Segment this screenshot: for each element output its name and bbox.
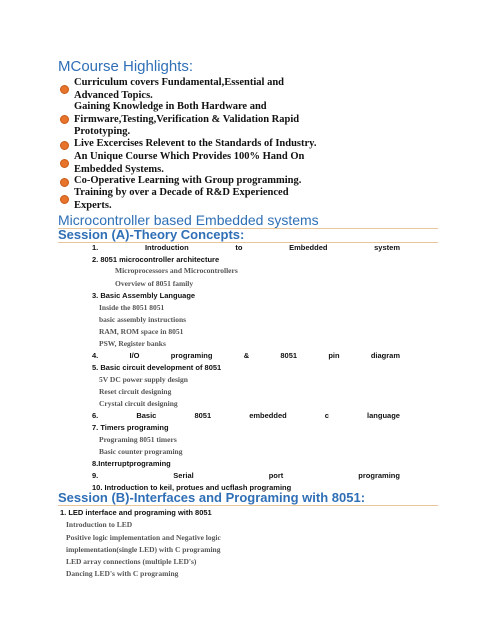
topic-word: 6. bbox=[92, 411, 99, 420]
topic-sub: Programing 8051 timers bbox=[99, 435, 177, 444]
topic-8: 8.Interruptprograming bbox=[92, 459, 171, 468]
topic-word: programing bbox=[358, 471, 400, 480]
topic-sub: RAM, ROM space in 8051 bbox=[99, 327, 184, 336]
topic-word: Serial bbox=[173, 471, 194, 480]
arrow-bullet-icon bbox=[60, 178, 69, 187]
topic-word: 9. bbox=[92, 471, 99, 480]
topic-sub: basic assembly instructions bbox=[99, 315, 187, 324]
topic-10: 10. Introduction to keil, protues and ucflash programing bbox=[92, 483, 292, 492]
session-b-title: Session (B)-Interfaces and Programing with 8051: bbox=[58, 490, 366, 505]
topic-sub: Microprocessors and Microcontrollers bbox=[115, 266, 238, 275]
session-b-topic-1: 1. LED interface and programing with 8051 bbox=[60, 508, 212, 517]
topic-6 bbox=[92, 411, 400, 421]
topic-sub: Overview of 8051 family bbox=[115, 279, 194, 288]
topic-sub: Reset circuit designing bbox=[99, 387, 172, 396]
topic-5: 5. Basic circuit development of 8051 bbox=[92, 363, 222, 372]
highlight-text: Gaining Knowledge in Both Hardware and Firmware,Testing,Verification & Validation Rapid Prototyping. bbox=[74, 101, 300, 137]
topic-word: 8051 bbox=[280, 351, 298, 360]
highlight-item bbox=[60, 151, 315, 177]
topic-word: to bbox=[235, 243, 243, 252]
topic-word: port bbox=[268, 471, 284, 480]
topic-word: Basic bbox=[136, 411, 157, 420]
topic-sub: PSW, Register banks bbox=[99, 339, 166, 348]
topic-sub: LED array connections (multiple LED's) bbox=[66, 557, 197, 566]
topic-word: diagram bbox=[370, 351, 400, 360]
topic-sub: 5V DC power supply design bbox=[99, 375, 188, 384]
highlight-item bbox=[60, 77, 315, 103]
topic-word: programing bbox=[170, 351, 213, 360]
topic-3: 3. Basic Assembly Language bbox=[92, 291, 196, 300]
topic-word: I/O bbox=[129, 351, 140, 360]
arrow-bullet-icon bbox=[60, 195, 69, 204]
topic-word: 1. bbox=[92, 243, 99, 252]
highlight-item bbox=[60, 138, 315, 152]
session-a-title: Session (A)-Theory Concepts: bbox=[58, 227, 245, 242]
highlight-item bbox=[60, 187, 315, 213]
course-highlights-title: MCourse Highlights: bbox=[58, 58, 194, 75]
topic-word: system bbox=[374, 243, 400, 252]
arrow-bullet-icon bbox=[60, 115, 69, 124]
arrow-bullet-icon bbox=[60, 159, 69, 168]
topic-word: c bbox=[324, 411, 329, 420]
arrow-bullet-icon bbox=[60, 85, 69, 94]
topic-sub: Crystal circuit designing bbox=[99, 399, 178, 408]
highlight-text: Curriculum covers Fundamental,Essential and Advanced Topics. bbox=[74, 77, 285, 101]
topic-word: Embedded bbox=[289, 243, 328, 252]
topic-2: 2. 8051 microcontroller architecture bbox=[92, 255, 220, 264]
main-title: Microcontroller based Embedded systems bbox=[58, 212, 319, 228]
topic-sub: implementation(single LED) with C programing bbox=[66, 545, 221, 554]
topic-sub: Introduction to LED bbox=[66, 520, 133, 529]
topic-1 bbox=[92, 243, 400, 253]
topic-word: 4. bbox=[92, 351, 99, 360]
session-b-underline bbox=[58, 505, 438, 506]
highlight-text: Co-Operative Learning with Group programming. bbox=[74, 175, 302, 186]
topic-sub: Positive logic implementation and Negative logic bbox=[66, 533, 221, 542]
topic-word: embedded bbox=[249, 411, 287, 420]
topic-word: pin bbox=[328, 351, 340, 360]
arrow-bullet-icon bbox=[60, 141, 69, 150]
highlight-text: Training by over a Decade of R&D Experienced Experts. bbox=[74, 187, 289, 211]
highlight-item bbox=[60, 101, 315, 139]
topic-sub: Basic counter programing bbox=[99, 447, 183, 456]
topic-7: 7. Timers programing bbox=[92, 423, 169, 432]
topic-4 bbox=[92, 351, 400, 361]
topic-word: 8051 bbox=[194, 411, 212, 420]
highlight-text: An Unique Course Which Provides 100% Hand On Embedded Systems. bbox=[74, 151, 305, 175]
topic-word: & bbox=[243, 351, 250, 360]
topic-sub: Dancing LED's with C programing bbox=[66, 569, 179, 578]
topic-sub: Inside the 8051 8051 bbox=[99, 303, 165, 312]
topic-9 bbox=[92, 471, 400, 481]
highlight-text: Live Excercises Relevent to the Standards of Industry. bbox=[74, 138, 317, 149]
topic-word: Introduction bbox=[144, 243, 189, 252]
topic-word: language bbox=[367, 411, 400, 420]
